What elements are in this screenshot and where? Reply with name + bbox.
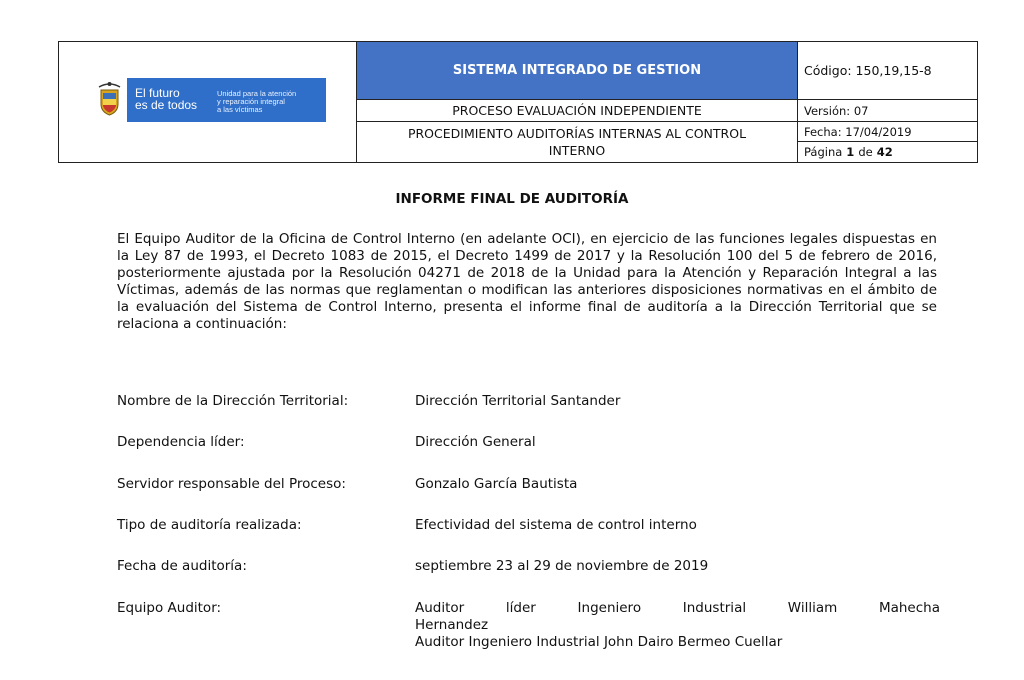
logo-slogan-line2: es de todos <box>135 98 198 112</box>
field-value: Dirección General <box>415 434 536 450</box>
page-prefix: Página <box>804 145 843 159</box>
field-value <box>415 600 940 651</box>
field-label: Servidor responsable del Proceso: <box>117 476 346 492</box>
document-date: Fecha: 17/04/2019 <box>798 122 977 142</box>
audit-team-lead: Auditor líder Ingeniero Industrial William Mahecha <box>415 600 940 616</box>
field-value: Efectividad del sistema de control interno <box>415 517 697 533</box>
audit-team-lead-surname: Hernandez <box>415 617 489 633</box>
field-label: Equipo Auditor: <box>117 600 222 616</box>
intro-paragraph: El Equipo Auditor de la Oficina de Control Interno (en adelante OCI), en ejercicio de las funciones legales dispuestas en la Ley 87 de 1993, el Decreto 1083 de 2015, el Decreto 1499 de 2017 y la Resolución 100 del 5 de febrero de 2016, posteriormente ajustada por la Resolución 04271 de 2018 de la Unidad para la Atención y Reparación Integral a las Víctimas, además de las normas que reglamentan o modifican las anteriores disposiciones normativas en el ámbito de la evaluación del Sistema de Control Interno, presenta el informe final de auditoría a la Dirección Territorial que se relaciona a continuación: <box>117 231 937 332</box>
procedure-name-line2: INTERNO <box>548 143 606 158</box>
logo-unit-line3: a las víctimas <box>217 105 263 114</box>
report-title: INFORME FINAL DE AUDITORÍA <box>395 191 629 207</box>
colombia-crest-icon <box>92 78 127 122</box>
field-label: Tipo de auditoría realizada: <box>117 517 302 533</box>
page-current: 1 <box>846 145 855 159</box>
field-label: Dependencia líder: <box>117 434 245 450</box>
audit-team-member: Auditor Ingeniero Industrial John Dairo Bermeo Cuellar <box>415 634 783 650</box>
institution-logo <box>92 78 326 122</box>
logo-unit-line1: Unidad para la atención <box>217 89 297 98</box>
procedure-name-line1: PROCEDIMIENTO AUDITORÍAS INTERNAS AL CONTROL <box>407 126 747 141</box>
page-middle: de <box>858 145 873 159</box>
field-value: Dirección Territorial Santander <box>415 393 621 409</box>
procedure-name <box>357 122 798 162</box>
field-value: septiembre 23 al 29 de noviembre de 2019 <box>415 558 709 574</box>
document-code: Código: 150,19,15-8 <box>798 42 977 100</box>
page-number <box>798 142 977 162</box>
logo-unit-line2: y reparación integral <box>217 97 285 106</box>
logo-text-block <box>127 78 326 122</box>
logo-slogan-line1: El futuro <box>135 86 180 100</box>
document-version: Versión: 07 <box>798 100 977 122</box>
process-name: PROCESO EVALUACIÓN INDEPENDIENTE <box>357 100 798 122</box>
field-value: Gonzalo García Bautista <box>415 476 578 492</box>
document-header-table <box>58 41 978 163</box>
page-total: 42 <box>876 145 893 159</box>
field-label: Nombre de la Dirección Territorial: <box>117 393 349 409</box>
field-label: Fecha de auditoría: <box>117 558 247 574</box>
system-title: SISTEMA INTEGRADO DE GESTION <box>357 42 798 100</box>
logo-cell <box>59 42 357 162</box>
